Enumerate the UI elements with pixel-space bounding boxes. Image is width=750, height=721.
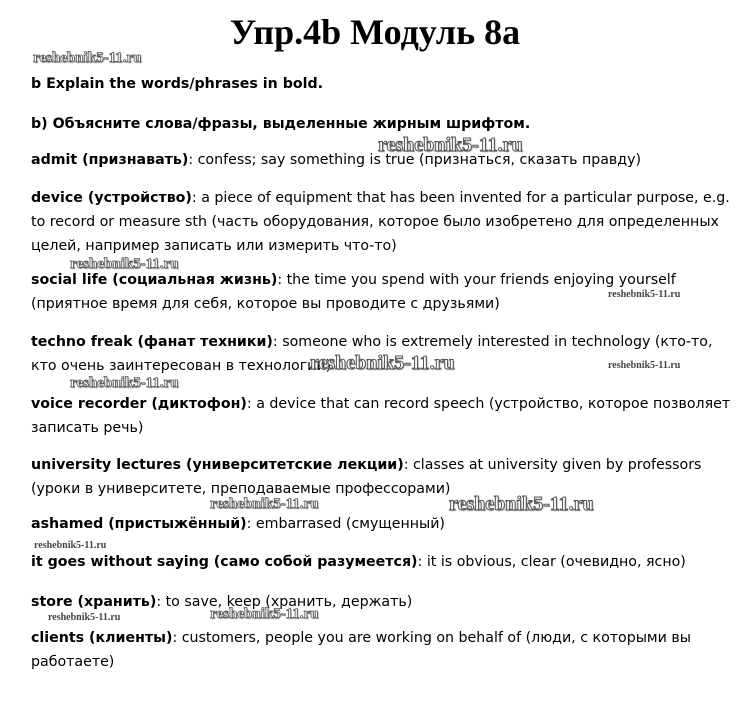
watermark: reshebnik5-11.ru — [378, 134, 523, 156]
watermark: reshebnik5-11.ru — [210, 606, 319, 622]
entry-social-life — [31, 268, 731, 316]
definition: : to save, keep (хранить, держать) — [156, 594, 413, 610]
definition: : it is obvious, clear (очевидно, ясно) — [417, 554, 686, 570]
watermark: reshebnik5-11.ru — [210, 496, 319, 512]
entry-university-lectures — [31, 453, 731, 501]
entry-admit — [31, 148, 731, 172]
definition: : someone who is extremely interested in technology (кто-то, кто очень заинтересован в технологии) — [31, 334, 713, 374]
entry-store — [31, 590, 731, 614]
watermark: reshebnik5-11.ru — [48, 612, 121, 623]
term: social life (социальная жизнь) — [31, 272, 278, 288]
definition: : embarrased (смущенный) — [246, 516, 445, 532]
term: clients (клиенты) — [31, 630, 173, 646]
definition: : customers, people you are working on behalf of (люди, с которыми вы работаете) — [31, 630, 691, 670]
definition: : confess; say something is true (признаться, сказать правду) — [188, 152, 642, 168]
instruction-en: b Explain the words/phrases in bold. — [31, 76, 324, 92]
watermark: reshebnik5-11.ru — [33, 50, 142, 66]
definition: : a piece of equipment that has been invented for a particular purpose, e.g. to record or measure sth (часть оборудования, которое было изобретено для определенных целей, например записать или измерить что-то) — [31, 190, 730, 254]
watermark: reshebnik5-11.ru — [70, 375, 179, 391]
watermark: reshebnik5-11.ru — [449, 493, 594, 515]
page-title: Упр.4b Модуль 8а — [229, 12, 521, 52]
definition: : classes at university given by professors (уроки в университете, преподаваемые профессорами) — [31, 457, 702, 497]
watermark: reshebnik5-11.ru — [608, 289, 681, 300]
entry-it-goes-without-saying — [31, 550, 731, 574]
term: admit (признавать) — [31, 152, 189, 168]
entry-techno-freak — [31, 330, 731, 378]
entry-device — [31, 186, 731, 258]
term: voice recorder (диктофон) — [31, 396, 247, 412]
entry-voice-recorder — [31, 392, 731, 440]
entry-ashamed — [31, 512, 731, 536]
instruction-ru: b) Объясните слова/фразы, выделенные жирным шрифтом. — [31, 116, 531, 132]
watermark: reshebnik5-11.ru — [310, 352, 455, 374]
term: device (устройство) — [31, 190, 192, 206]
watermark: reshebnik5-11.ru — [34, 540, 107, 551]
definition: : the time you spend with your friends enjoying yourself (приятное время для себя, которое вы проводите с друзьями) — [31, 272, 676, 312]
watermark: reshebnik5-11.ru — [608, 360, 681, 371]
term: university lectures (университетские лекции) — [31, 457, 404, 473]
entry-clients — [31, 626, 731, 674]
definition: : a device that can record speech (устройство, которое позволяет записать речь) — [31, 396, 731, 436]
term: ashamed (пристыжённый) — [31, 516, 247, 532]
term: store (хранить) — [31, 594, 157, 610]
term: it goes without saying (само собой разумеется) — [31, 554, 418, 570]
watermark: reshebnik5-11.ru — [70, 256, 179, 272]
term: techno freak (фанат техники) — [31, 334, 273, 350]
